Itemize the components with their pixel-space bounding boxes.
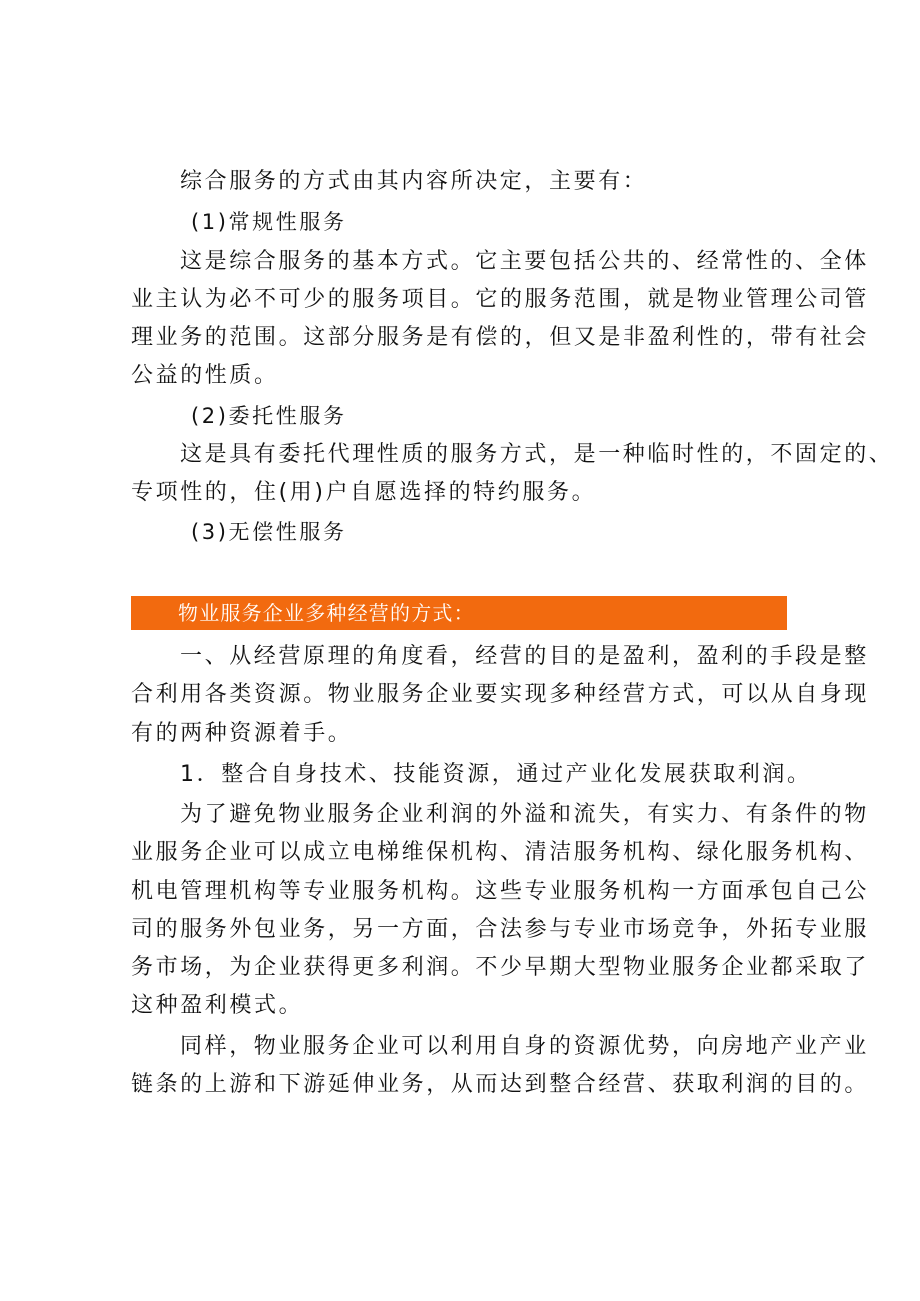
item-heading-free-service: (3)无偿性服务 (191, 520, 347, 544)
paragraph-line: 专项性的，住(用)户自愿选择的特约服务。 (131, 480, 597, 505)
paragraph-line: 公益的性质。 (131, 363, 279, 388)
paragraph-line: 合利用各类资源。物业服务企业要实现多种经营方式，可以从自身现 (131, 682, 870, 707)
intro-paragraph: 综合服务的方式由其内容所决定，主要有： (180, 169, 648, 194)
paragraph-line: 有的两种资源着手。 (131, 721, 353, 746)
paragraph-line: 理业务的范围。这部分服务是有偿的，但又是非盈利性的，带有社会 (131, 325, 870, 350)
paragraph-line: 务市场，为企业获得更多利润。不少早期大型物业服务企业都采取了 (131, 955, 870, 980)
item-heading-entrusted-service: (2)委托性服务 (191, 404, 347, 428)
section-banner (131, 596, 787, 630)
item-heading-regular-service: (1)常规性服务 (191, 210, 347, 234)
paragraph-line: 司的服务外包业务，另一方面，合法参与专业市场竞争，外拓专业服 (131, 917, 870, 942)
numbered-point: 1．整合自身技术、技能资源，通过产业化发展获取利润。 (180, 762, 812, 787)
paragraph-line: 为了避免物业服务企业利润的外溢和流失，有实力、有条件的物 (180, 802, 869, 827)
banner-title: 物业服务企业多种经营的方式： (178, 601, 475, 625)
paragraph-line: 一、从经营原理的角度看，经营的目的是盈利，盈利的手段是整 (180, 644, 869, 669)
paragraph-line: 这是具有委托代理性质的服务方式，是一种临时性的，不固定的、 (180, 442, 894, 467)
paragraph-line: 机电管理机构等专业服务机构。这些专业服务机构一方面承包自己公 (131, 879, 870, 904)
paragraph-line: 业服务企业可以成立电梯维保机构、清洁服务机构、绿化服务机构、 (131, 840, 870, 865)
paragraph-line: 这是综合服务的基本方式。它主要包括公共的、经常性的、全体 (180, 249, 869, 274)
paragraph-line: 业主认为必不可少的服务项目。它的服务范围，就是物业管理公司管 (131, 287, 870, 312)
paragraph-line: 这种盈利模式。 (131, 993, 304, 1018)
paragraph-line: 链条的上游和下游延伸业务，从而达到整合经营、获取利润的目的。 (131, 1072, 870, 1097)
paragraph-line: 同样，物业服务企业可以利用自身的资源优势，向房地产业产业 (180, 1034, 869, 1059)
